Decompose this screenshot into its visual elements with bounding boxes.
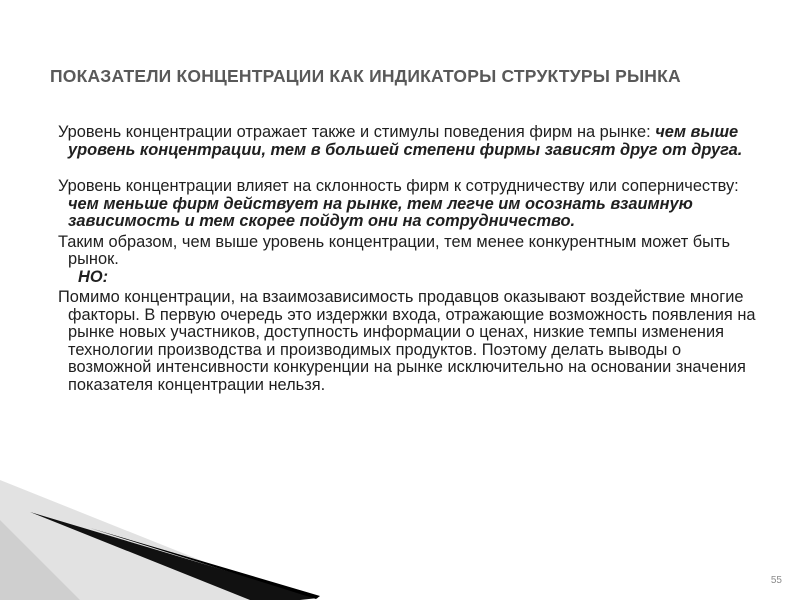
paragraph-2-text: Уровень концентрации влияет на склонность фирм к сотрудничеству или соперничеству: xyxy=(58,177,739,195)
slide-body xyxy=(58,124,758,394)
paragraph-1-text: Уровень концентрации отражает также и стимулы поведения фирм на рынке: xyxy=(58,123,656,141)
paragraph-3-text: Таким образом, чем выше уровень концентрации, тем менее конкурентным может быть рынок. xyxy=(58,232,730,268)
swoosh-dark-tail xyxy=(90,528,320,599)
paragraph-2-emphasis: чем меньше фирм действует на рынке, тем легче им осознать взаимную зависимость и тем скорее пойдут они на сотрудничество. xyxy=(68,194,693,230)
swoosh-light-band xyxy=(0,520,80,600)
swoosh-light-shape xyxy=(0,480,300,600)
paragraph-1 xyxy=(58,124,758,159)
paragraph-1-emphasis: чем выше уровень концентрации, тем в большей степени фирмы зависят друг от друга. xyxy=(68,123,743,159)
paragraph-3-emphasis: НО: xyxy=(78,267,109,286)
paragraph-4 xyxy=(58,289,758,394)
paragraph-3 xyxy=(58,234,758,287)
swoosh-dark-shape xyxy=(30,512,318,600)
paragraph-2 xyxy=(58,178,758,231)
paragraph-4-text: Помимо концентрации, на взаимозависимость продавцов оказывают воздействие многие факторы. В первую очередь это издержки входа, отражающие возможность появления на рынке новых участников, доступность информации о ценах, низкие темпы изменения технологии производства и производимых продуктов. Поэтому делать выводы о возможной интенсивности конкуренции на рынке исключительно на основании значения показателя концентрации нельзя. xyxy=(58,288,756,394)
slide-title: ПОКАЗАТЕЛИ КОНЦЕНТРАЦИИ КАК ИНДИКАТОРЫ СТРУКТУРЫ РЫНКА xyxy=(50,66,681,86)
page-number: 55 xyxy=(770,575,782,586)
